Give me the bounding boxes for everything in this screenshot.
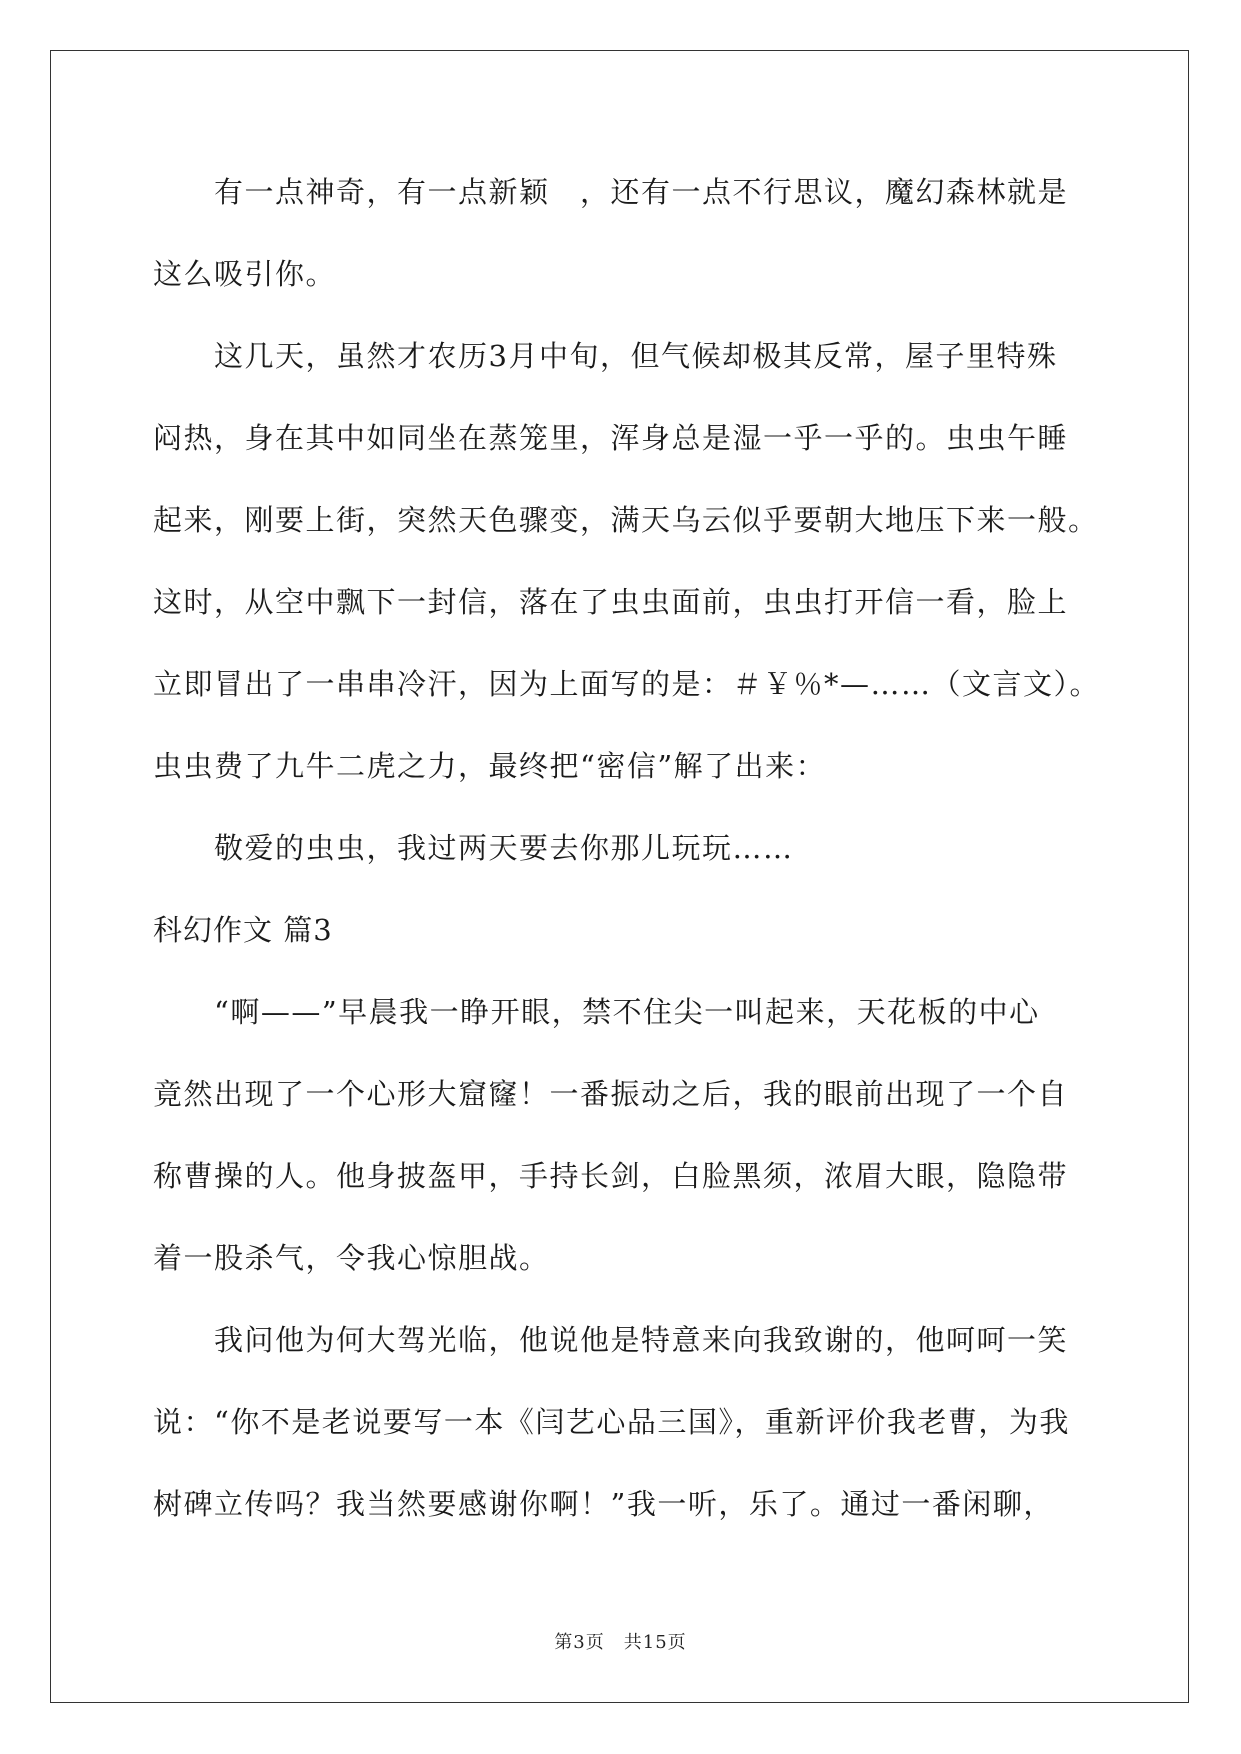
text-line: 称曹操的人。他身披盔甲，手持长剑，白脸黑须，浓眉大眼，隐隐带: [153, 1159, 1069, 1193]
text-line: “啊——”早晨我一睁开眼，禁不住尖一叫起来，天花板的中心: [214, 995, 1040, 1029]
document-body: [153, 155, 1101, 1549]
text-line: 有一点神奇，有一点新颖 ，还有一点不行思议，魔幻森林就是: [214, 175, 1069, 209]
text-line: 说：“你不是老说要写一本《闫艺心品三国》，重新评价我老曹，为我: [153, 1405, 1070, 1439]
text-line: 这几天，虽然才农历3月中旬，但气候却极其反常，屋子里特殊: [214, 339, 1058, 373]
text-line: 虫虫费了九牛二虎之力，最终把“密信”解了出来：: [153, 749, 827, 783]
text-line: 立即冒出了一串串冷汗，因为上面写的是：＃￥％*—……（文言文）。: [153, 667, 1101, 701]
page-number: 第3页 共15页: [554, 1632, 687, 1653]
text-line: 我问他为何大驾光临，他说他是特意来向我致谢的，他呵呵一笑: [214, 1323, 1069, 1357]
section-heading: 科幻作文 篇3: [153, 913, 333, 947]
text-line: 这么吸引你。: [153, 257, 337, 291]
text-line: 这时，从空中飘下一封信，落在了虫虫面前，虫虫打开信一看，脸上: [153, 585, 1069, 619]
text-line: 树碑立传吗？我当然要感谢你啊！”我一听，乐了。通过一番闲聊，: [153, 1487, 1054, 1521]
text-line: 着一股杀气，令我心惊胆战。: [153, 1241, 550, 1275]
text-line: 闷热，身在其中如同坐在蒸笼里，浑身总是湿一乎一乎的。虫虫午睡: [153, 421, 1069, 455]
text-line: 竟然出现了一个心形大窟窿！一番振动之后，我的眼前出现了一个自: [153, 1077, 1069, 1111]
text-line: 敬爱的虫虫，我过两天要去你那儿玩玩……: [214, 831, 794, 865]
text-line: 起来，刚要上街，突然天色骤变，满天乌云似乎要朝大地压下来一般。: [153, 503, 1099, 537]
